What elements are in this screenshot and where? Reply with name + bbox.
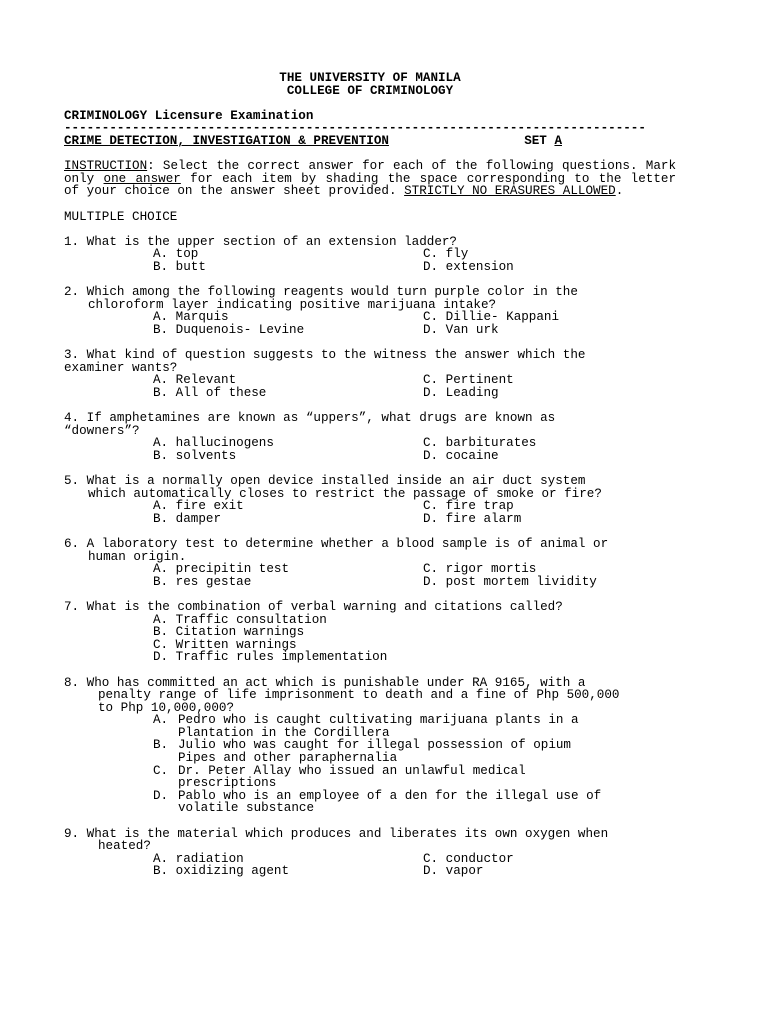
option-text-cont: prescriptions: [178, 776, 277, 791]
option-c[interactable]: C. conductor: [423, 851, 514, 866]
option-text-cont: Pipes and other paraphernalia: [178, 751, 398, 766]
question-7: [64, 601, 676, 664]
question-text-cont: to Php 10,000,000?: [98, 700, 235, 715]
option-c[interactable]: [153, 765, 676, 790]
question-8: [64, 677, 676, 816]
question-text-cont: chloroform layer indicating positive marijuana intake?: [88, 297, 497, 312]
exam-page: [64, 72, 676, 878]
question-text-cont: examiner wants?: [64, 360, 178, 375]
option-text-cont: volatile substance: [178, 801, 315, 816]
question-6: [64, 538, 676, 588]
option-a[interactable]: [153, 714, 676, 739]
question-text: 2. Which among the following reagents would turn purple color in the: [64, 285, 578, 300]
set-value: A: [554, 133, 562, 148]
section-title: MULTIPLE CHOICE: [64, 209, 178, 224]
option-b[interactable]: B. oxidizing agent: [153, 864, 290, 879]
instruction-label: INSTRUCTION: [64, 159, 148, 174]
option-d[interactable]: D. fire alarm: [423, 511, 522, 526]
question-2: [64, 286, 676, 336]
question-text: 7. What is the combination of verbal warning and citations called?: [64, 599, 563, 614]
instruction-strict: STRICTLY NO ERASURES ALLOWED: [404, 184, 616, 199]
option-a[interactable]: A. Relevant: [153, 373, 237, 388]
instruction-text-2: for each item by shading the space corresponding to the letter of your choice on the answer sheet provided.: [64, 171, 677, 199]
option-key: D.: [153, 788, 169, 803]
option-b[interactable]: B. butt: [153, 259, 206, 274]
question-3: [64, 349, 676, 399]
question-text: 9. What is the material which produces and liberates its own oxygen when: [64, 826, 609, 841]
option-d[interactable]: D. post mortem lividity: [423, 574, 597, 589]
option-b[interactable]: B. All of these: [153, 385, 267, 400]
option-key: C.: [153, 763, 169, 778]
option-a[interactable]: A. hallucinogens: [153, 436, 274, 451]
option-text: Dr. Peter Allay who issued an unlawful medical: [178, 763, 526, 778]
option-a[interactable]: A. radiation: [153, 851, 244, 866]
option-a[interactable]: A. precipitin test: [153, 562, 290, 577]
question-text-cont: heated?: [98, 839, 151, 854]
option-c[interactable]: C. Written warnings: [153, 637, 297, 652]
college-name: COLLEGE OF CRIMINOLOGY: [286, 83, 454, 98]
question-text-cont: which automatically closes to restrict the passage of smoke or fire?: [88, 486, 602, 501]
option-b[interactable]: B. Citation warnings: [153, 625, 305, 640]
question-text: 3. What kind of question suggests to the witness the answer which the: [64, 348, 586, 363]
option-key: B.: [153, 738, 169, 753]
option-b[interactable]: B. solvents: [153, 448, 237, 463]
option-b[interactable]: B. Duquenois- Levine: [153, 322, 305, 337]
question-text: 4. If amphetamines are known as “uppers”, what drugs are known as: [64, 411, 556, 426]
option-c[interactable]: C. fly: [423, 247, 469, 262]
option-text-cont: Plantation in the Cordillera: [178, 725, 390, 740]
instruction-end: .: [615, 184, 624, 199]
option-text: Pablo who is an employee of a den for the illegal use of: [178, 788, 602, 803]
option-c[interactable]: C. Pertinent: [423, 373, 514, 388]
option-c[interactable]: C. Dillie- Kappani: [423, 310, 560, 325]
option-b[interactable]: B. res gestae: [153, 574, 252, 589]
option-c[interactable]: C. barbiturates: [423, 436, 537, 451]
option-a[interactable]: A. top: [153, 247, 199, 262]
option-d[interactable]: D. cocaine: [423, 448, 499, 463]
subject-row: [64, 135, 676, 148]
option-a[interactable]: A. fire exit: [153, 499, 244, 514]
question-text-cont: “downers”?: [64, 423, 140, 438]
option-b[interactable]: B. damper: [153, 511, 222, 526]
option-c[interactable]: C. fire trap: [423, 499, 514, 514]
option-a[interactable]: A. Traffic consultation: [153, 612, 327, 627]
question-text: 5. What is a normally open device installed inside an air duct system: [64, 474, 586, 488]
option-c[interactable]: C. rigor mortis: [423, 562, 537, 577]
set-label: SET: [524, 133, 547, 148]
university-name: THE UNIVERSITY OF MANILA: [279, 71, 461, 85]
option-key: A.: [153, 713, 169, 728]
question-text: 1. What is the upper section of an extension ladder?: [64, 234, 457, 249]
question-9: [64, 828, 676, 878]
option-d[interactable]: D. extension: [423, 259, 514, 274]
question-text-cont: penalty range of life imprisonment to death and a fine of Php 500,000: [98, 688, 620, 703]
subject-title: CRIME DETECTION, INVESTIGATION & PREVENTION: [64, 133, 389, 148]
option-text: Julio who was caught for illegal possession of opium: [178, 738, 571, 753]
instruction-text-1: : Select the correct answer for each of the following questions. Mark only: [64, 159, 676, 186]
question-text: 6. A laboratory test to determine whether a blood sample is of animal or: [64, 536, 609, 551]
option-d[interactable]: D. Leading: [423, 385, 499, 400]
option-b[interactable]: [153, 739, 676, 764]
exam-title: CRIMINOLOGY Licensure Examination: [64, 108, 314, 123]
set-indicator: [524, 135, 562, 148]
option-text: Pedro who is caught cultivating marijuana plants in a: [178, 713, 579, 728]
option-d[interactable]: D. vapor: [423, 864, 484, 879]
option-d[interactable]: D. Van urk: [423, 322, 499, 337]
option-d[interactable]: D. Traffic rules implementation: [153, 650, 388, 665]
instruction-paragraph: [64, 160, 676, 198]
question-1: [64, 236, 676, 274]
option-a[interactable]: A. Marquis: [153, 310, 229, 325]
instruction-emphasis: one answer: [103, 171, 181, 186]
question-5: [64, 475, 676, 525]
question-text-cont: human origin.: [88, 549, 187, 564]
question-4: [64, 412, 676, 462]
question-text: 8. Who has committed an act which is punishable under RA 9165, with a: [64, 675, 586, 690]
divider: -----------------------------------------------------------------------------: [64, 122, 646, 135]
option-d[interactable]: [153, 790, 676, 815]
